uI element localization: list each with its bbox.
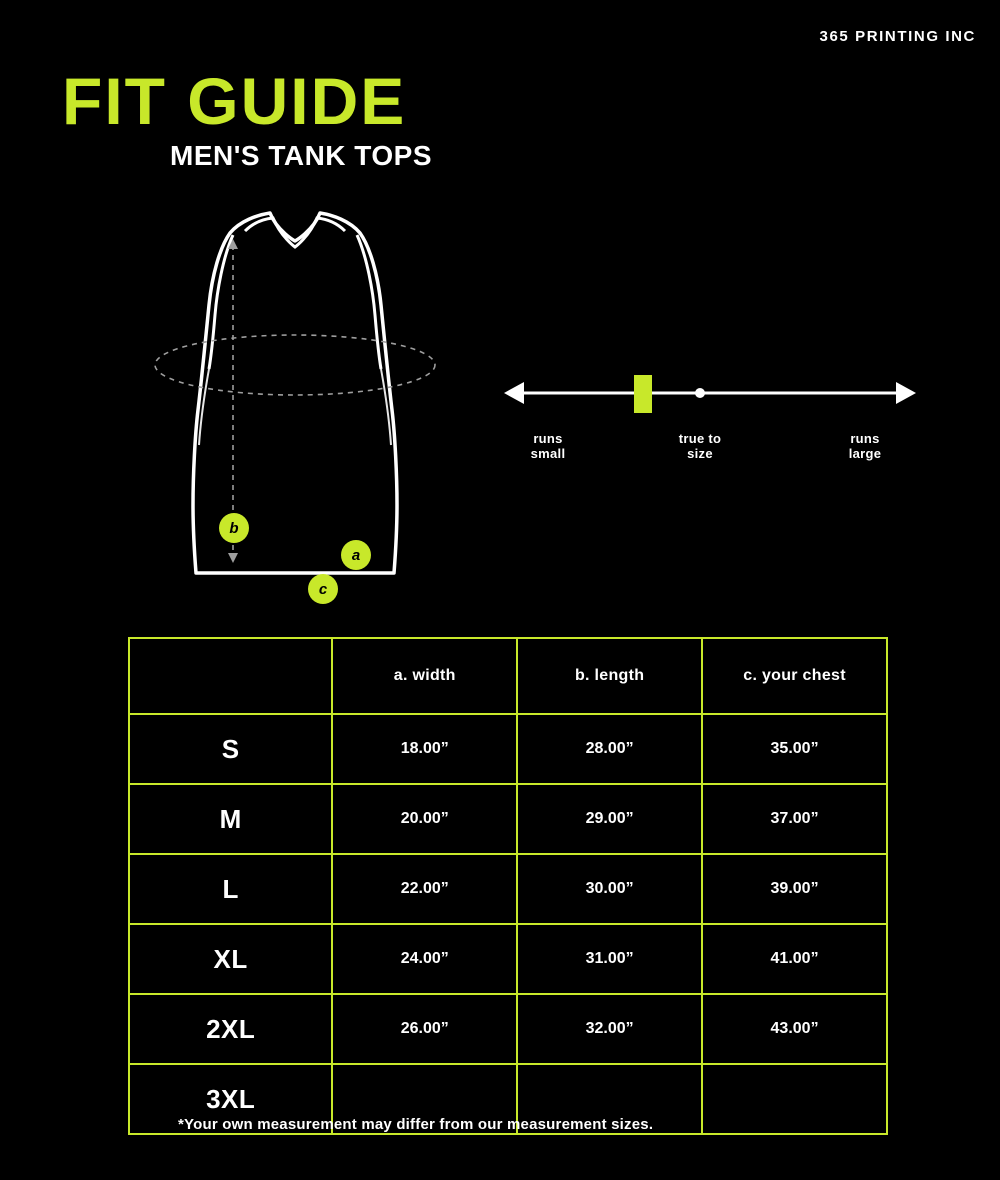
- cell-size: XL: [129, 924, 332, 994]
- cell-length: 30.00”: [517, 854, 702, 924]
- table-row: [129, 924, 887, 994]
- fit-scale-label-true-line1: true to: [678, 431, 722, 446]
- footnote: *Your own measurement may differ from our measurement sizes.: [178, 1116, 654, 1133]
- cell-width: 24.00”: [332, 924, 517, 994]
- cell-size: S: [129, 714, 332, 784]
- cell-chest: 43.00”: [702, 994, 887, 1064]
- size-chart-table: [128, 637, 888, 1135]
- fit-scale-label-small-line1: runs: [533, 431, 563, 446]
- cell-chest: 39.00”: [702, 854, 887, 924]
- cell-size: 3XL: [129, 1064, 332, 1134]
- fit-scale-label-large-line1: runs: [850, 431, 880, 446]
- cell-width: 26.00”: [332, 994, 517, 1064]
- column-header-size: [129, 638, 332, 714]
- cell-width: 18.00”: [332, 714, 517, 784]
- cell-width: 20.00”: [332, 784, 517, 854]
- cell-chest: 41.00”: [702, 924, 887, 994]
- fit-scale: [500, 360, 920, 470]
- table-row: [129, 784, 887, 854]
- table-header-row: [129, 638, 887, 714]
- cell-width: 22.00”: [332, 854, 517, 924]
- column-header-chest: c. your chest: [702, 638, 887, 714]
- table-row: [129, 714, 887, 784]
- tank-top-diagram: [145, 205, 445, 598]
- fit-scale-label-true: [655, 432, 745, 462]
- cell-length: 29.00”: [517, 784, 702, 854]
- cell-size: 2XL: [129, 994, 332, 1064]
- fit-scale-label-large: [820, 432, 910, 462]
- cell-size: L: [129, 854, 332, 924]
- brand-name: 365 PRINTING INC: [819, 28, 976, 45]
- fit-scale-label-small: [500, 432, 596, 462]
- cell-chest: 37.00”: [702, 784, 887, 854]
- marker-b: b: [219, 513, 249, 543]
- cell-length: 31.00”: [517, 924, 702, 994]
- column-header-width: a. width: [332, 638, 517, 714]
- cell-chest: 35.00”: [702, 714, 887, 784]
- column-header-length: b. length: [517, 638, 702, 714]
- table-row: [129, 854, 887, 924]
- table-row: [129, 994, 887, 1064]
- fit-scale-label-large-line2: large: [848, 445, 882, 461]
- page-title: FIT GUIDE: [62, 64, 407, 138]
- cell-chest: [702, 1064, 887, 1134]
- page-subtitle: MEN'S TANK TOPS: [170, 140, 433, 171]
- marker-c: c: [308, 574, 338, 604]
- cell-length: 32.00”: [517, 994, 702, 1064]
- cell-length: 28.00”: [517, 714, 702, 784]
- cell-size: M: [129, 784, 332, 854]
- fit-scale-label-true-line2: size: [687, 445, 713, 461]
- marker-a: a: [341, 540, 371, 570]
- fit-scale-label-small-line2: small: [530, 445, 566, 461]
